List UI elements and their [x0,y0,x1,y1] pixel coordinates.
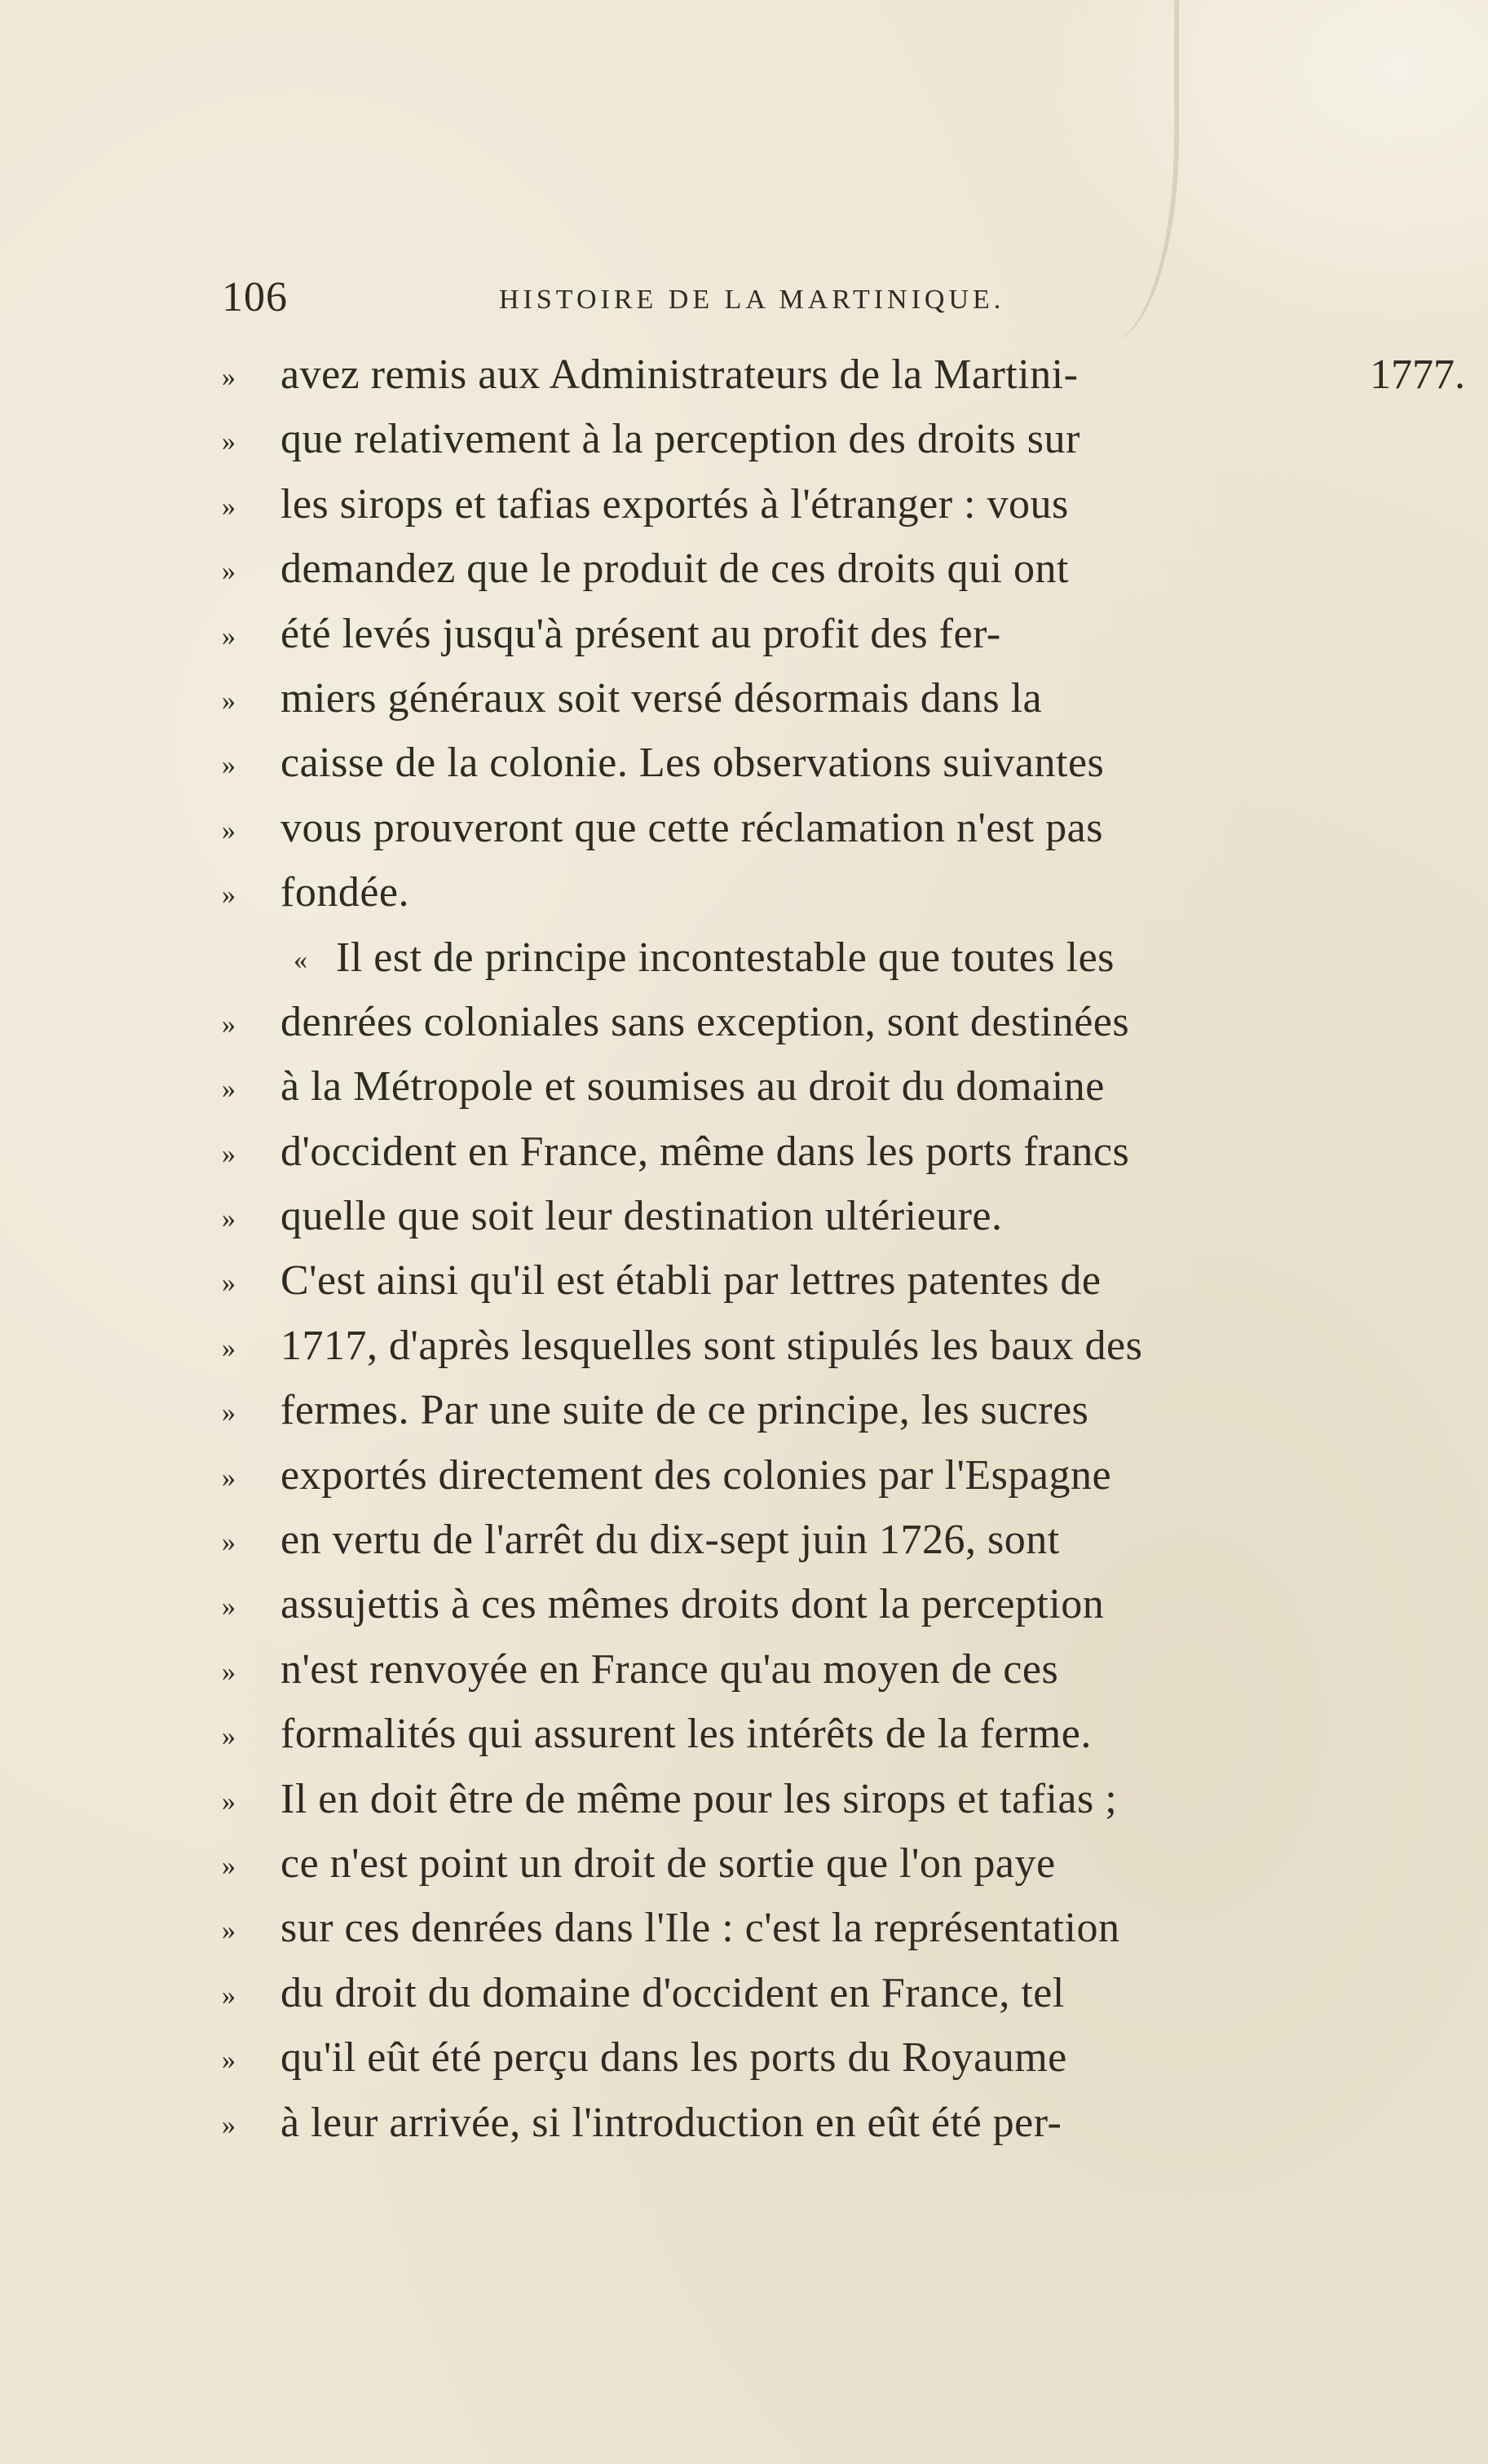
quote-mark: » [222,685,236,716]
quote-mark: » [222,815,236,846]
line-text: demandez que le produit de ces droits qui ont [280,545,1069,593]
line-text: sur ces denrées dans l'Ile : c'est la représentation [280,1905,1120,1952]
quote-mark: » [222,2109,236,2140]
line-text: en vertu de l'arrêt du dix-sept juin 1726, sont [280,1517,1060,1564]
quote-mark: » [222,1332,236,1363]
line-text: d'occident en France, même dans les ports francs [280,1128,1130,1175]
text-line [222,804,1355,868]
line-text: été levés jusqu'à présent au profit des fer- [280,610,1001,657]
running-title: HISTOIRE DE LA MARTINIQUE. [499,285,1005,315]
line-text: fermes. Par une suite de ce principe, les sucres [280,1387,1089,1434]
text-line [222,545,1355,609]
line-text: C'est ainsi qu'il est établi par lettres patentes de [280,1257,1102,1305]
text-line [222,610,1355,674]
line-text: quelle que soit leur destination ultérieure. [280,1193,1003,1240]
text-line [222,1969,1355,2033]
line-text: du droit du domaine d'occident en France, tel [280,1969,1065,2016]
text-line [222,1128,1355,1192]
quote-mark: » [222,1268,236,1299]
text-line [222,1645,1355,1710]
quote-mark: » [222,1980,236,2011]
text-block [222,351,1355,2163]
line-text: les sirops et tafias exportés à l'étranger : vous [280,480,1069,528]
text-line [222,1516,1355,1580]
text-line [222,351,1355,415]
text-line [222,415,1355,479]
line-text: ce n'est point un droit de sortie que l'on paye [280,1839,1056,1887]
line-text: caisse de la colonie. Les observations suivantes [280,740,1105,787]
quote-mark: » [222,1398,236,1429]
quote-mark: « [294,944,307,975]
quote-mark: » [222,1656,236,1687]
page-number: 106 [222,274,288,320]
line-text: n'est renvoyée en France qu'au moyen de ces [280,1645,1059,1693]
line-text: exportés directement des colonies par l'Espagne [280,1451,1112,1499]
line-text: 1717, d'après lesquelles sont stipulés les baux des [280,1322,1143,1369]
quote-mark: » [222,362,236,392]
text-line [222,868,1355,933]
text-line [222,1904,1355,1968]
line-text: Il en doit être de même pour les sirops et tafias ; [280,1775,1118,1822]
line-text: fondée. [280,869,409,916]
quote-mark: » [222,880,236,911]
line-text: Il est de principe incontestable que toutes les [336,934,1115,981]
quote-mark: » [222,620,236,651]
text-line [222,674,1355,739]
quote-mark: » [222,1462,236,1493]
line-text: avez remis aux Administrateurs de la Martini- [280,351,1079,398]
line-text: à la Métropole et soumises au droit du domaine [280,1063,1105,1111]
line-text: qu'il eût été perçu dans les ports du Royaume [280,2034,1067,2082]
text-line [222,480,1355,545]
quote-mark: » [222,1527,236,1558]
quote-mark: » [222,750,236,781]
text-line [222,1580,1355,1645]
quote-mark: » [222,1138,236,1169]
quote-mark: » [222,1009,236,1040]
line-text: denrées coloniales sans exception, sont destinées [280,998,1130,1045]
text-line [222,1386,1355,1451]
line-text: formalités qui assurent les intérêts de la ferme. [280,1711,1092,1758]
running-head [222,273,1339,330]
text-line [222,1192,1355,1256]
text-line [222,2033,1355,2098]
text-line [222,1256,1355,1321]
text-line [222,1451,1355,1516]
quote-mark: » [222,1721,236,1752]
quote-mark: » [222,1074,236,1105]
quote-mark: » [222,1915,236,1946]
quote-mark: » [222,556,236,587]
quote-mark: » [222,1592,236,1623]
quote-mark: » [222,1203,236,1234]
line-text: à leur arrivée, si l'introduction en eût été per- [280,2099,1062,2146]
line-text: que relativement à la perception des droits sur [280,416,1080,463]
quote-mark: » [222,426,236,457]
text-line [222,1322,1355,1386]
text-line [222,1710,1355,1774]
text-line [222,934,1355,998]
text-line [222,998,1355,1062]
text-line [222,739,1355,803]
text-line [222,1775,1355,1839]
text-line [222,1062,1355,1127]
quote-mark: » [222,1786,236,1817]
text-line [222,2099,1355,2163]
line-text: miers généraux soit versé désormais dans la [280,674,1043,722]
text-line [222,1839,1355,1904]
quote-mark: » [222,491,236,522]
line-text: assujettis à ces mêmes droits dont la perception [280,1581,1105,1628]
quote-mark: » [222,2045,236,2076]
line-text: vous prouveront que cette réclamation n'est pas [280,804,1103,851]
margin-year: 1777. [1370,351,1465,398]
quote-mark: » [222,1850,236,1881]
